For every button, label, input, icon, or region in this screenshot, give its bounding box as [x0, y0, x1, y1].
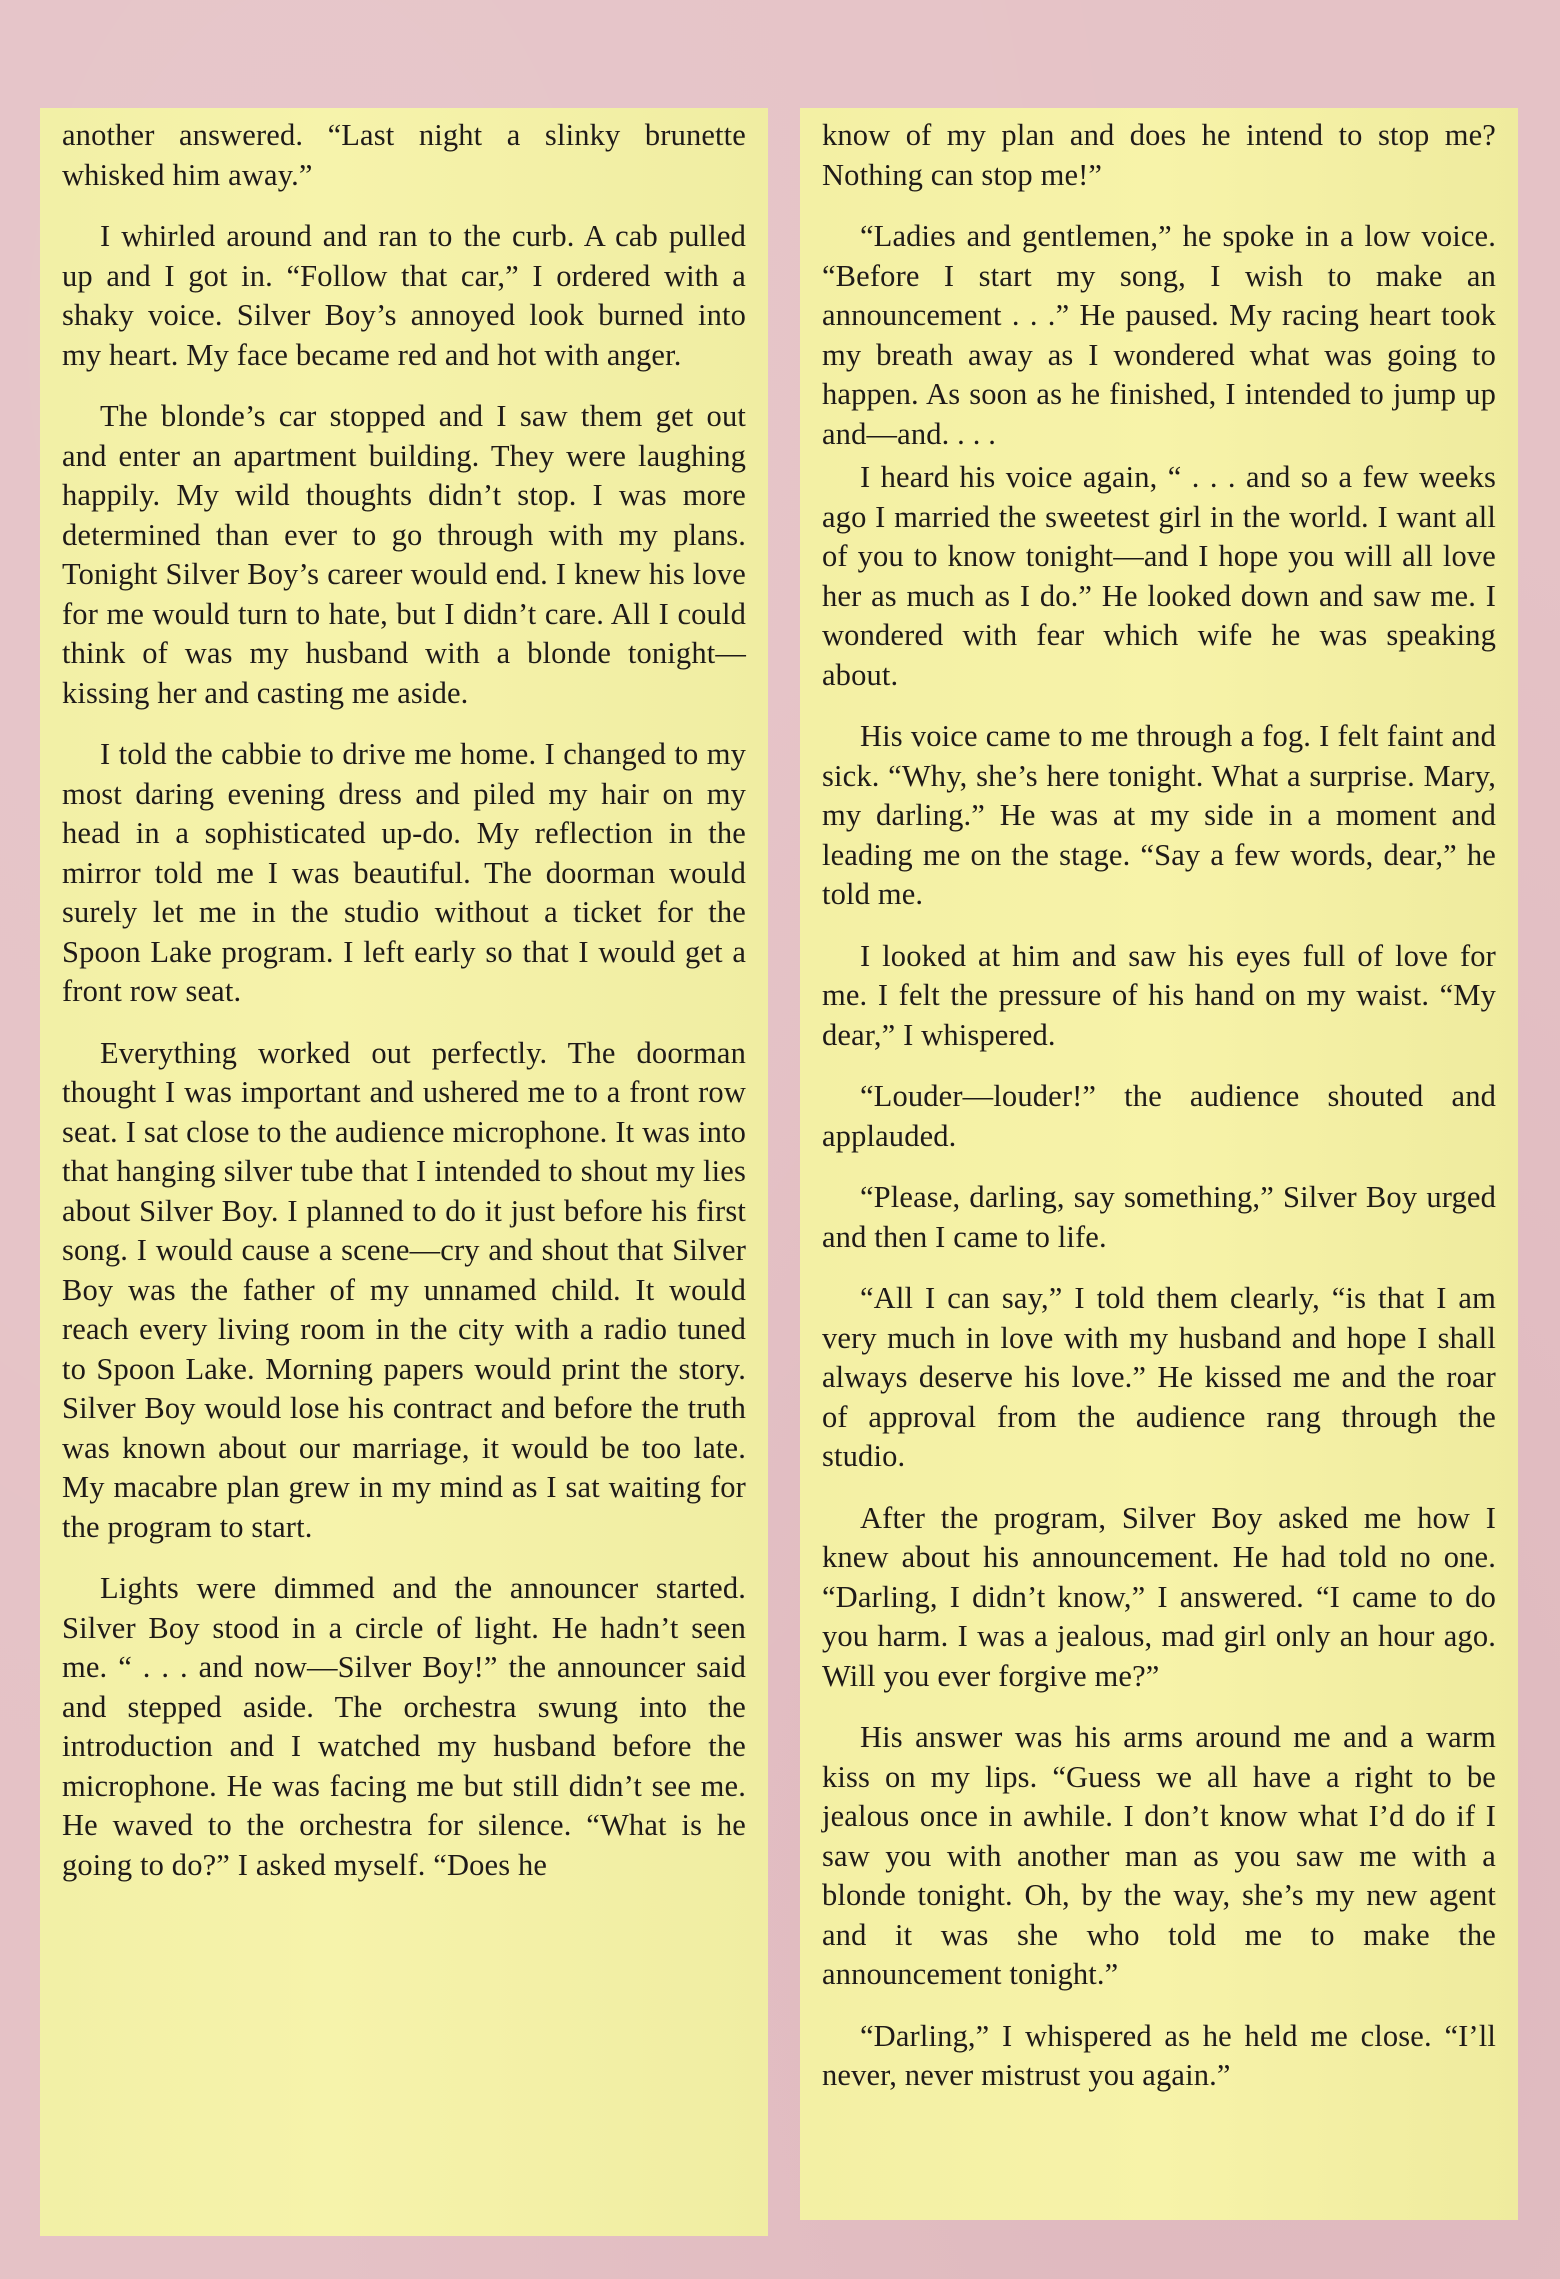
paragraph: another answered. “Last night a slinky brunette whisked him away.”: [62, 118, 746, 192]
paragraph: Lights were dimmed and the announcer started. Silver Boy stood in a circle of light. He hadn’t seen me. “ . . . and now—Silver Boy!” the announcer said and stepped aside. The orchestra swung into the introduction and I watched my husband before the microphone. He was facing me but still didn’t see me. He waved to the orchestra for silence. “What is he going to do?” I asked myself. “Does he: [62, 1571, 746, 1882]
paragraph: Everything worked out perfectly. The doorman thought I was important and ushered me to a front row seat. I sat close to the audience microphone. It was into that hanging silver tube that I intended to shout my lies about Silver Boy. I planned to do it just before his first song. I would cause a scene—cry and shout that Silver Boy was the father of my unnamed child. It would reach every living room in the city with a radio tuned to Spoon Lake. Morning papers would print the story. Silver Boy would lose his contract and before the truth was known about our marriage, it would be too late. My macabre plan grew in my mind as I sat waiting for the program to start.: [62, 1035, 746, 1544]
paragraph: I looked at him and saw his eyes full of love for me. I felt the pressure of his hand on my waist. “My dear,” I whispered.: [822, 938, 1496, 1052]
left-text-column: [40, 108, 768, 2236]
paragraph: After the program, Silver Boy asked me how I knew about his announcement. He had told no one. “Darling, I didn’t know,” I answered. “I came to do you harm. I was a jealous, mad girl only an hour ago. Will you ever forgive me?”: [822, 1500, 1496, 1693]
paragraph: His answer was his arms around me and a warm kiss on my lips. “Guess we all have a right to be jealous once in awhile. I don’t know what I’d do if I saw you with another man as you saw me with a blonde tonight. Oh, by the way, she’s my new agent and it was she who told me to make the announcement tonight.”: [822, 1720, 1496, 1991]
paragraph: “Ladies and gentlemen,” he spoke in a low voice. “Before I start my song, I wish to make an announcement . . .” He paused. My racing heart took my breath away as I wondered what was going to happen. As soon as he finished, I intended to jump up and—and. . . .: [822, 219, 1496, 451]
paragraph: “All I can say,” I told them clearly, “is that I am very much in love with my husband and hope I shall always deserve his love.” He kissed me and the roar of approval from the audience rang through the studio.: [822, 1281, 1496, 1473]
paragraph: “Darling,” I whispered as he held me close. “I’ll never, never mistrust you again.”: [822, 2018, 1496, 2092]
paragraph: I heard his voice again, “ . . . and so a few weeks ago I married the sweetest girl in the world. I want all of you to know tonight—and I hope you will all love her as much as I do.” He looked down and saw me. I wondered with fear which wife he was speaking about.: [822, 460, 1496, 692]
paragraph: know of my plan and does he intend to stop me? Nothing can stop me!”: [822, 118, 1496, 192]
right-text-column: [800, 108, 1518, 2220]
paragraph: “Louder—louder!” the audience shouted and applauded.: [822, 1079, 1496, 1153]
paragraph: I told the cabbie to drive me home. I changed to my most daring evening dress and piled my hair on my head in a sophisticated up-do. My reflection in the mirror told me I was beautiful. The doorman would surely let me in the studio without a ticket for the Spoon Lake program. I left early so that I would get a front row seat.: [62, 737, 746, 1008]
paragraph: I whirled around and ran to the curb. A cab pulled up and I got in. “Follow that car,” I ordered with a shaky voice. Silver Boy’s annoyed look burned into my heart. My face became red and hot with anger.: [62, 219, 746, 372]
paragraph: His voice came to me through a fog. I felt faint and sick. “Why, she’s here tonight. What a surprise. Mary, my darling.” He was at my side in a moment and leading me on the stage. “Say a few words, dear,” he told me.: [822, 719, 1496, 911]
paragraph: “Please, darling, say something,” Silver Boy urged and then I came to life.: [822, 1180, 1496, 1254]
paragraph: The blonde’s car stopped and I saw them get out and enter an apartment building. They were laughing happily. My wild thoughts didn’t stop. I was more determined than ever to go through with my plans. Tonight Silver Boy’s career would end. I knew his love for me would turn to hate, but I didn’t care. All I could think of was my husband with a blonde tonight—kissing her and casting me aside.: [62, 399, 746, 710]
